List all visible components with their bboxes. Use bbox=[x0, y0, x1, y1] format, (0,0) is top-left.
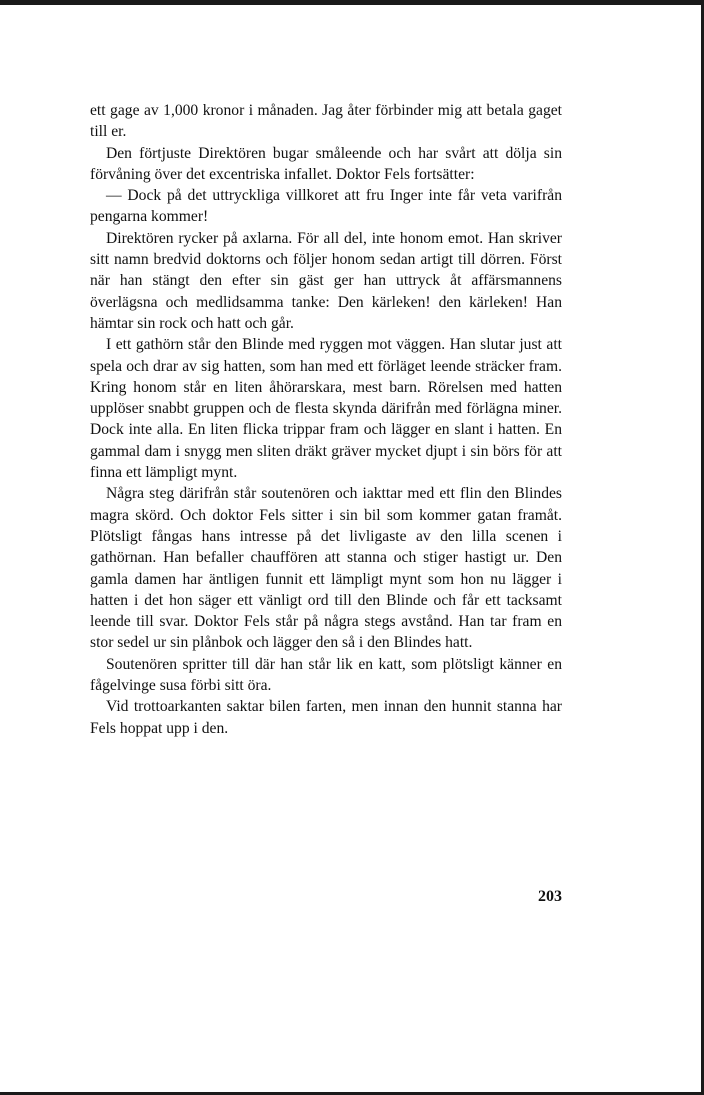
paragraph: ett gage av 1,000 kronor i månaden. Jag åter förbinder mig att betala gaget till er. bbox=[90, 102, 562, 141]
page-number: 203 bbox=[538, 888, 562, 905]
paragraph: Vid trottoarkanten saktar bilen farten, men innan den hunnit stanna har Fels hoppat upp i den. bbox=[90, 698, 562, 737]
paragraph: I ett gathörn står den Blinde med ryggen mot väggen. Han slutar just att spela och drar av sig hatten, som han med ett förläget leende sträcker fram. Kring honom står en liten åhörarskara, mest barn. Rörelsen med hatten upplöser snabbt gruppen och de flesta skynda därifrån med förlägna miner. Dock inte alla. En liten flicka trippar fram och lägger en slant i hatten. En gammal dam i snygg men sliten dräkt gräver mycket djupt i sin börs för att finna ett lämpligt mynt. bbox=[90, 336, 562, 482]
paragraph: Soutenören spritter till där han står lik en katt, som plötsligt känner en fågelvinge susa förbi sitt öra. bbox=[90, 655, 562, 695]
paragraph: Några steg därifrån står soutenören och iakttar med ett flin den Blindes magra skörd. Och doktor Fels sitter i sin bil som kommer gatan framåt. Plötsligt fångas hans intresse på det livligaste av den lilla scenen i gathörnan. Han befaller chauffören att stanna och stiger hastigt ur. Den gamla damen har äntligen funnit ett lämpligt mynt som hon nu lägger i hatten i det hon säger ett vänligt ord till den Blinde och får ett tacksamt leende till svar. Doktor Fels står på några stegs avstånd. Han tar fram en stor sedel ur sin plånbok och lägger den så i den Blindes hatt. bbox=[90, 485, 562, 652]
paragraph: — Dock på det uttryckliga villkoret att fru Inger inte får veta varifrån pengarna kommer! bbox=[90, 187, 562, 226]
body-text bbox=[90, 100, 562, 739]
paragraph: Den förtjuste Direktören bugar småleende och har svårt att dölja sin förvåning över det excentriska infallet. Doktor Fels fortsätter: bbox=[90, 144, 562, 183]
paragraph: Direktören rycker på axlarna. För all del, inte honom emot. Han skriver sitt namn bredvid doktorns och följer honom sedan artigt till dörren. Först när han stängt den efter sin gäst ger han uttryck åt affärsmannens överlägsna och medlidsamma tanke: Den kärleken! den kärleken! Han hämtar sin rock och hatt och går. bbox=[90, 229, 562, 332]
scan-edge-top bbox=[0, 0, 704, 5]
